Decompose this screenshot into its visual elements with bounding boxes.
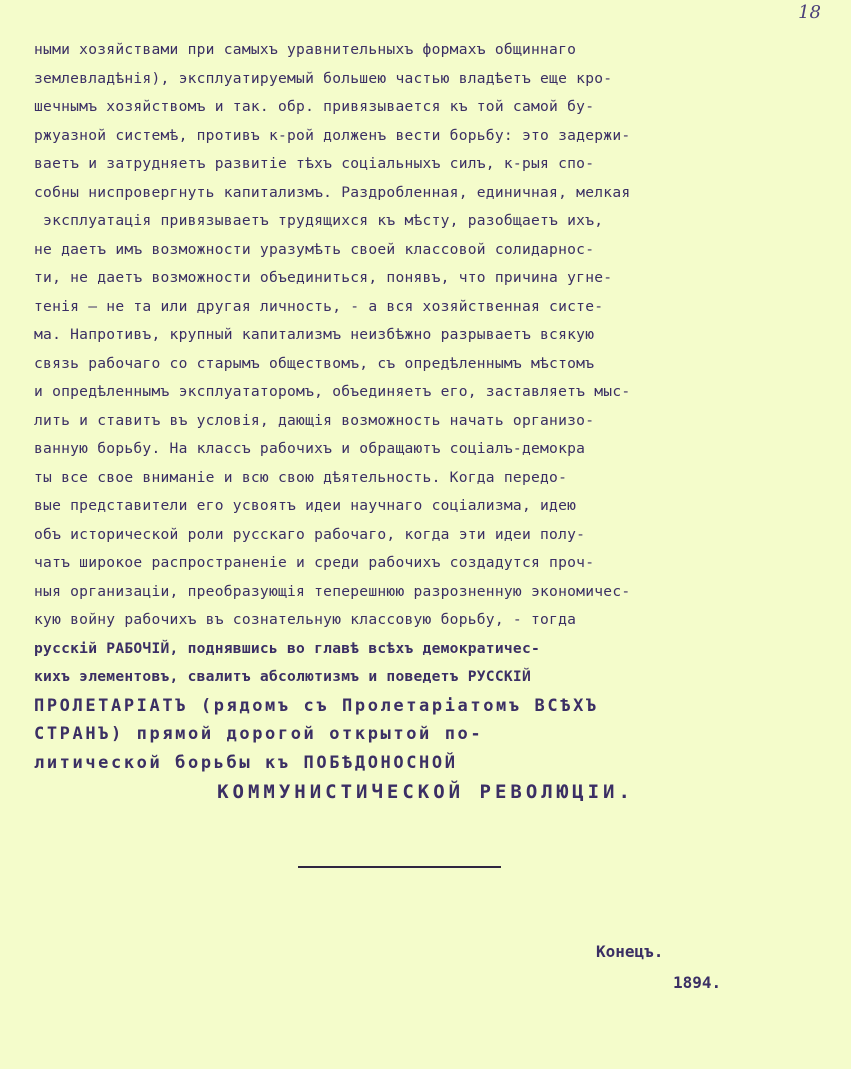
horizontal-rule — [298, 866, 501, 868]
end-year: 1894. — [673, 973, 722, 992]
text-line: тенія – не та или другая личность, - а вся хозяйственная систе- — [34, 297, 604, 315]
text-line: лить и ставитъ въ условія, дающія возможность начать организо- — [34, 411, 595, 429]
text-line: ты все свое вниманіе и всю свою дѣятельность. Когда передо- — [34, 468, 568, 486]
text-line: ти, не даетъ возможности объединиться, понявъ, что причина угне- — [34, 269, 613, 286]
text-line: не даетъ имъ возможности уразумѣть своей классовой солидарнос- — [34, 240, 595, 258]
closing-heading: КОММУНИСТИЧЕСКОЙ РЕВОЛЮЦІИ. — [217, 781, 634, 803]
text-line: ваетъ и затрудняетъ развитіе тѣхъ соціальныхъ силъ, к-рыя спо- — [34, 155, 595, 172]
text-line: кую войну рабочихъ въ сознательную классовую борьбу, - тогда — [34, 611, 577, 628]
text-line: ржуазной системѣ, противъ к-рой долженъ вести борьбу: это задержи- — [34, 126, 631, 144]
text-line: СТРАНЪ) прямой дорогой открытой по- — [34, 724, 484, 744]
body-text — [34, 36, 824, 777]
text-line: и опредѣленнымъ эксплуататоромъ, объединяетъ его, заставляетъ мыс- — [34, 383, 631, 400]
text-line: русскій РАБОЧІЙ, поднявшись во главѣ всѣхъ демократичес- — [34, 639, 541, 657]
text-line: чатъ широкое распространеніе и среди рабочихъ создадутся проч- — [34, 554, 595, 571]
text-line: связь рабочаго со старымъ обществомъ, съ опредѣленнымъ мѣстомъ — [34, 354, 595, 372]
text-line: ными хозяйствами при самыхъ уравнительныхъ формахъ общиннаго — [34, 41, 577, 58]
text-line: ПРОЛЕТАРІАТЪ (рядомъ съ Пролетаріатомъ ВСѢХЪ — [34, 695, 599, 716]
text-line: ныя организаціи, преобразующія теперешнюю разрозненную экономичес- — [34, 582, 631, 600]
end-word: Конецъ. — [596, 942, 664, 961]
text-line: землевладѣнія), эксплуатируемый большею частью владѣетъ еще кро- — [34, 69, 613, 87]
text-line: шечнымъ хозяйствомъ и так. обр. привязывается къ той самой бу- — [34, 98, 595, 115]
text-line: эксплуатація привязываетъ трудящихся къ мѣсту, разобщаетъ ихъ, — [34, 212, 604, 229]
text-line: ванную борьбу. На классъ рабочихъ и обращаютъ соціалъ-демокра — [34, 440, 586, 457]
text-line: объ исторической роли русскаго рабочаго, когда эти идеи полу- — [34, 525, 586, 543]
text-line: собны ниспровергнуть капитализмъ. Раздробленная, единичная, мелкая — [34, 183, 631, 201]
text-line: литической борьбы къ ПОБѢДОНОСНОЙ — [34, 752, 458, 773]
text-line: вые представители его усвоятъ идеи научнаго соціализма, идею — [34, 497, 577, 514]
page-number: 18 — [798, 2, 821, 23]
text-line: кихъ элементовъ, свалитъ абсолютизмъ и поведетъ РУССКІЙ — [34, 668, 531, 685]
text-line: ма. Напротивъ, крупный капитализмъ неизбѣжно разрываетъ всякую — [34, 326, 595, 343]
